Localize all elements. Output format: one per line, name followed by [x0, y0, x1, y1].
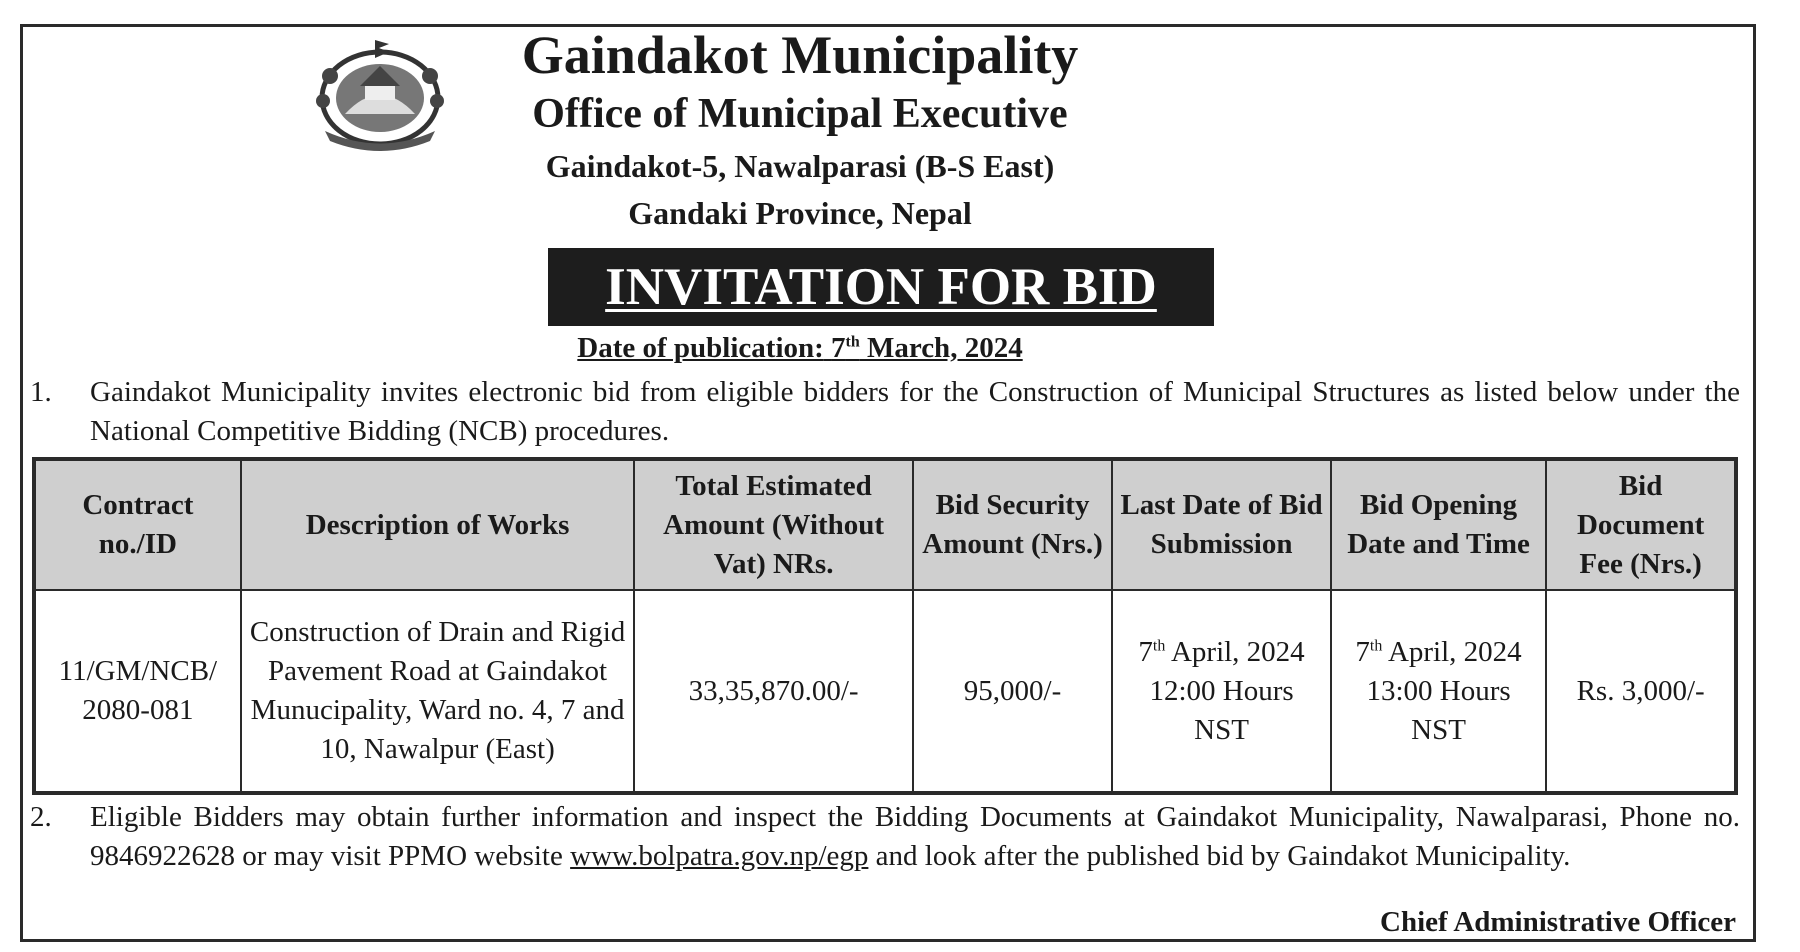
cell-estimated-amount: 33,35,870.00/-: [634, 590, 912, 793]
paragraph-2-text-before: Eligible Bidders may obtain further information and inspect the Bidding Documents at Gaindakot Municipality, Nawalparasi, Phone no. 9846922628 or may visit PPMO website: [90, 801, 1740, 872]
publication-month-year: March, 2024: [859, 332, 1023, 364]
header-bid-security: Bid Security Amount (Nrs.): [913, 459, 1112, 590]
table-row: [34, 590, 1736, 793]
publication-day: 7: [831, 332, 846, 364]
paragraph-1: [30, 373, 1740, 451]
submission-zone: NST: [1194, 713, 1249, 746]
opening-month-year: April, 2024: [1382, 635, 1522, 668]
banner-text: INVITATION FOR BID: [605, 258, 1157, 316]
submission-day-suffix: th: [1152, 636, 1166, 654]
header-estimated-amount: Total Estimated Amount (Without Vat) NRs.: [634, 459, 912, 590]
paragraph-1-text: Gaindakot Municipality invites electronic bid from eligible bidders for the Construction of Municipal Structures as listed below under the National Competitive Bidding (NCB) procedures.: [90, 376, 1740, 447]
submission-month-year: April, 2024: [1165, 635, 1305, 668]
header-document-fee: Bid Document Fee (Nrs.): [1546, 459, 1736, 590]
header-contract-id: Contract no./ID: [34, 459, 241, 590]
paragraph-2-text-after: and look after the published bid by Gaindakot Municipality.: [868, 840, 1571, 872]
paragraph-2-text: [90, 798, 1740, 876]
table-header-row: [34, 459, 1736, 590]
publication-label: Date of publication:: [577, 332, 824, 364]
office-address: Gaindakot-5, Nawalparasi (B-S East): [545, 148, 1055, 184]
office-name: Office of Municipal Executive: [532, 91, 1068, 137]
publication-date: [0, 332, 1700, 365]
opening-zone: NST: [1411, 713, 1466, 746]
cell-opening-date: [1331, 590, 1546, 793]
publication-day-suffix: th: [845, 333, 860, 351]
opening-time: 13:00 Hours: [1366, 674, 1511, 707]
cell-submission-date: [1112, 590, 1331, 793]
invitation-banner: [548, 248, 1214, 326]
municipality-title: Gaindakot Municipality: [521, 25, 1079, 85]
signature-title: Chief Administrative Officer: [1380, 906, 1736, 938]
submission-time: 12:00 Hours: [1149, 674, 1294, 707]
cell-contract-id: 11/GM/NCB/ 2080-081: [34, 590, 241, 793]
opening-day-suffix: th: [1369, 636, 1383, 654]
paragraph-2: [30, 798, 1740, 876]
submission-day: 7: [1138, 635, 1153, 668]
cell-document-fee: Rs. 3,000/-: [1546, 590, 1736, 793]
bid-table: [32, 457, 1738, 795]
ppmo-website-link[interactable]: www.bolpatra.gov.np/egp: [570, 840, 869, 872]
cell-bid-security: 95,000/-: [913, 590, 1112, 793]
cell-description: Construction of Drain and Rigid Pavement Road at Gaindakot Munucipality, Ward no. 4, 7 and 10, Nawalpur (East): [241, 590, 635, 793]
header-opening-date: Bid Opening Date and Time: [1331, 459, 1546, 590]
header-submission-date: Last Date of Bid Submission: [1112, 459, 1331, 590]
header-description: Description of Works: [241, 459, 635, 590]
office-province: Gandaki Province, Nepal: [628, 195, 972, 231]
paragraph-1-number: 1.: [30, 376, 52, 408]
opening-day: 7: [1355, 635, 1370, 668]
paragraph-2-number: 2.: [30, 801, 52, 833]
